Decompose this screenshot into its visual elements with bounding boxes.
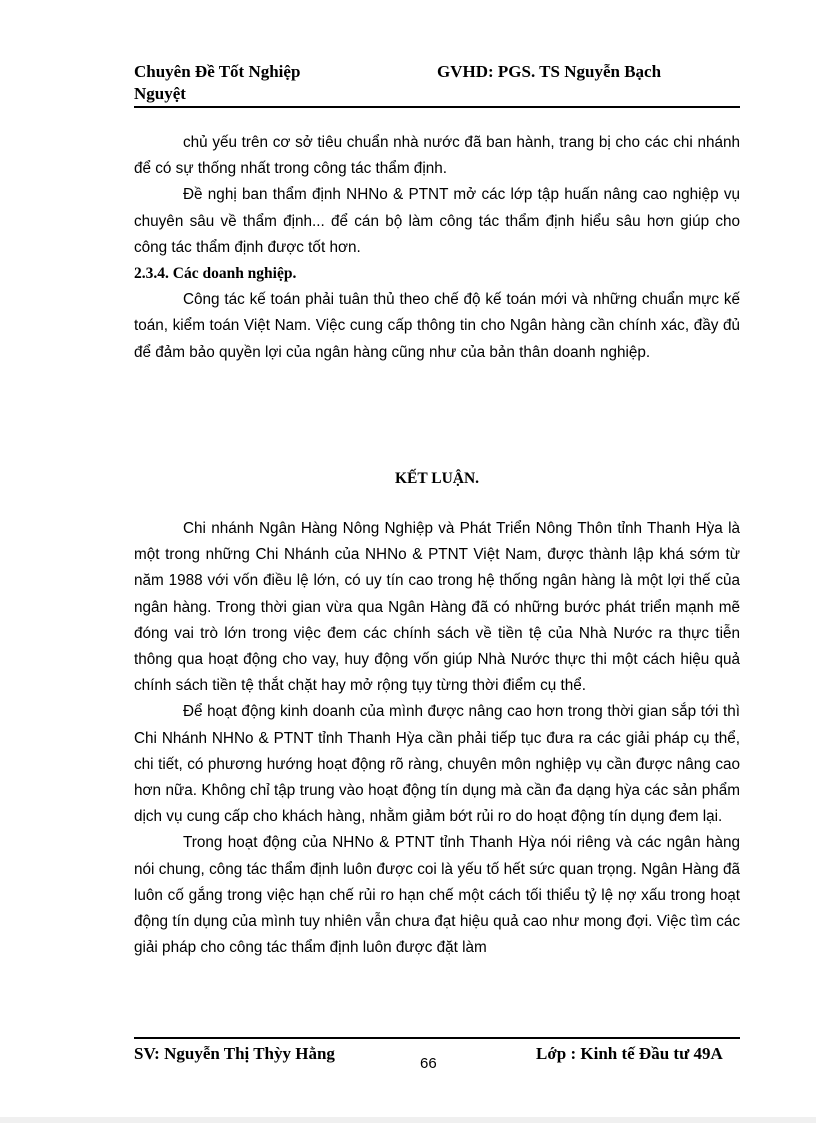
- paragraph-enterprises: Công tác kế toán phải tuân thủ theo chế độ kế toán mới và những chuẩn mực kế toán, kiểm toán Việt Nam. Việc cung cấp thông tin cho Ngân hàng cần chính xác, đầy đủ để đảm bảo quyền lợi của ngân hàng cũng như của bản thân doanh nghiệp.: [134, 291, 740, 361]
- conclusion-section: [134, 516, 740, 961]
- footer-divider: [134, 1037, 740, 1039]
- header-left-line1: Chuyên Đề Tốt Nghiệp: [134, 62, 301, 81]
- section-heading: 2.3.4. Các doanh nghiệp.: [134, 265, 297, 283]
- paragraph-continuation: chủ yếu trên cơ sở tiêu chuẩn nhà nước đã ban hành, trang bị cho các chi nhánh để có sự thống nhất trong công tác thẩm định.: [134, 134, 740, 178]
- header-left-line2: Nguyệt: [134, 84, 186, 103]
- page-number: 66: [420, 1055, 437, 1072]
- footer-student: SV: Nguyễn Thị Thỳy Hằng: [134, 1044, 335, 1063]
- conclusion-paragraph-2: Để hoạt động kinh doanh của mình được nâng cao hơn trong thời gian sắp tới thì Chi Nhánh NHNo & PTNT tỉnh Thanh Hỳa cần phải tiếp tục đưa ra các giải pháp cụ thể, chi tiết, có phương hướng hoạt động rõ ràng, chuyên môn nghiệp vụ cần được nâng cao hơn nữa. Không chỉ tập trung vào hoạt động tín dụng mà cần đa dạng hỳa các sản phẩm dịch vụ cung cấp cho khách hàng, nhằm giảm bớt rủi ro do hoạt động tín dụng đem lại.: [134, 703, 740, 826]
- paragraph-training: Đề nghị ban thẩm định NHNo & PTNT mở các lớp tập huấn nâng cao nghiệp vụ chuyên sâu về thẩm định... để cán bộ làm công tác thẩm định hiểu sâu hơn giúp cho công tác thẩm định được tốt hơn.: [134, 186, 740, 256]
- header-divider: [134, 106, 740, 108]
- conclusion-title: KẾT LUẬN.: [394, 470, 480, 487]
- footer-class: Lớp : Kinh tế Đầu tư 49A: [536, 1044, 723, 1063]
- top-section: [134, 130, 740, 366]
- conclusion-paragraph-3: Trong hoạt động của NHNo & PTNT tỉnh Thanh Hỳa nói riêng và các ngân hàng nói chung, công tác thẩm định luôn được coi là yếu tố hết sức quan trọng. Ngân Hàng đã luôn cố gắng trong việc hạn chế rủi ro hạn chế một cách tối thiểu tỷ lệ nợ xấu trong hoạt động tín dụng của mình tuy nhiên vẫn chưa đạt hiệu quả cao như mong đợi. Việc tìm các giải pháp cho công tác thẩm định luôn được đặt làm: [134, 834, 740, 957]
- page-bottom-band: [0, 1117, 816, 1123]
- conclusion-paragraph-1: Chi nhánh Ngân Hàng Nông Nghiệp và Phát Triển Nông Thôn tỉnh Thanh Hỳa là một trong những Chi Nhánh của NHNo & PTNT Việt Nam, được thành lập khá sớm từ năm 1988 với vốn điều lệ lớn, có uy tín cao trong hệ thống ngân hàng là một lợi thế của ngân hàng. Trong thời gian vừa qua Ngân Hàng đã có những bước phát triển mạnh mẽ đóng vai trò lớn trong việc đem các chính sách về tiền tệ của Nhà Nước ra thực tiễn thông qua hoạt động cho vay, huy động vốn giúp Nhà Nước thực thi một cách hiệu quả chính sách tiền tệ thắt chặt hay mở rộng tụy từng thời điểm cụ thể.: [134, 520, 740, 695]
- header-right: GVHD: PGS. TS Nguyễn Bạch: [437, 62, 662, 81]
